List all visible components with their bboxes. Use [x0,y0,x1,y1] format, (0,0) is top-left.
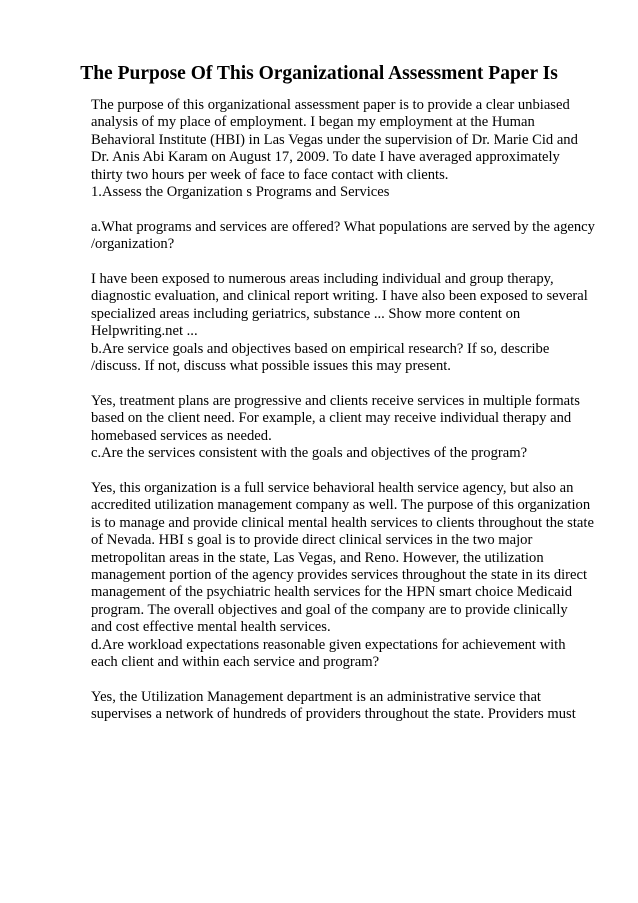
text-line: based on the client need. For example, a client may receive individual therapy and [91,410,572,427]
text-line: management of the psychiatric health services for the HPN smart choice Medicaid [91,584,573,601]
text-line: supervises a network of hundreds of providers throughout the state. Providers must [91,706,576,723]
text-line: 1.Assess the Organization s Programs and Services [91,184,390,201]
paragraph [91,480,601,671]
text-line: /organization? [91,236,175,253]
text-line: Dr. Anis Abi Karam on August 17, 2009. To date I have averaged approximately [91,149,560,166]
text-line: of Nevada. HBI s goal is to provide direct clinical services in the two major [91,532,533,549]
text-line: a.What programs and services are offered? What populations are served by the agency [91,218,595,235]
text-line: specialized areas including geriatrics, substance ... Show more content on [91,305,521,322]
text-line: c.Are the services consistent with the goals and objectives of the program? [91,445,528,462]
text-line: Behavioral Institute (HBI) in Las Vegas under the supervision of Dr. Marie Cid and [91,131,578,148]
text-line: and cost effective mental health services. [91,619,331,636]
text-line: is to manage and provide clinical mental health services to clients throughout the state [91,514,594,531]
text-line: thirty two hours per week of face to face contact with clients. [91,166,449,183]
text-line: metropolitan areas in the state, Las Vegas, and Reno. However, the utilization [91,549,544,566]
paragraph [91,393,601,463]
text-line: program. The overall objectives and goal of the company are to provide clinically [91,601,568,618]
text-line: analysis of my place of employment. I began my employment at the Human [91,114,535,131]
text-line: accredited utilization management company as well. The purpose of this organization [91,497,591,514]
document-body [91,97,601,741]
text-line: diagnostic evaluation, and clinical report writing. I have also been exposed to several [91,288,588,305]
text-line: /discuss. If not, discuss what possible issues this may present. [91,358,451,375]
text-line: Yes, treatment plans are progressive and clients receive services in multiple formats [91,392,580,409]
text-line: Yes, this organization is a full service behavioral health service agency, but also an [91,479,574,496]
document-title: The Purpose Of This Organizational Assessment Paper Is [80,63,558,84]
text-line: b.Are service goals and objectives based on empirical research? If so, describe [91,340,550,357]
text-line: Yes, the Utilization Management department is an administrative service that [91,688,541,705]
text-line: homebased services as needed. [91,427,272,444]
text-line: Helpwriting.net ... [91,323,198,340]
paragraph [91,271,601,375]
text-line: d.Are workload expectations reasonable given expectations for achievement with [91,636,566,653]
text-line: management portion of the agency provides services throughout the state in its direct [91,566,588,583]
paragraph [91,689,601,724]
text-line: The purpose of this organizational assessment paper is to provide a clear unbiased [91,97,570,113]
paragraph [91,219,601,254]
text-line: I have been exposed to numerous areas including individual and group therapy, [91,271,554,288]
paragraph [91,97,601,201]
text-line: each client and within each service and program? [91,653,380,670]
